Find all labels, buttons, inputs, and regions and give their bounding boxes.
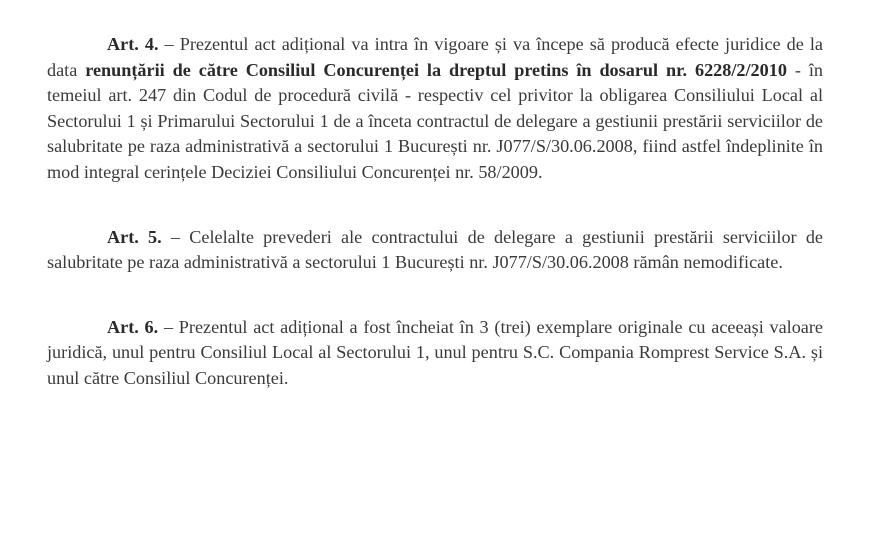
article-4-text-end: - în temeiul art. 247 din Codul de procedură civilă - respectiv cel privitor la obligarea Consiliului Local al Sectorului 1 și Primarului Sectorului 1 de a înceta contractul de delegare a gestiunii prestării serviciilor de salubritate pe raza administrativă a sectorului 1 București nr. J077/S/30.06.2008, fiind astfel îndeplinite în mod integral cerințele Deciziei Consiliului Concurenței nr. 58/2009. xyxy=(47,59,823,182)
article-4-bold-text: renunțării de către Consiliul Concurenței la dreptul pretins în dosarul nr. 6228/2/2010 xyxy=(85,59,787,80)
document-page xyxy=(47,32,823,392)
article-4-paragraph xyxy=(47,32,823,186)
article-5-number: Art. 5. xyxy=(107,226,162,247)
article-5-text: – Celelalte prevederi ale contractului de delegare a gestiunii prestării serviciilor de salubritate pe raza administrativă a sectorului 1 București nr. J077/S/30.06.2008 rămân nemodificate. xyxy=(47,226,823,273)
article-4-number: Art. 4. xyxy=(107,34,159,54)
article-6-number: Art. 6. xyxy=(107,316,159,337)
article-5-paragraph xyxy=(47,225,823,276)
article-4-text-start: – Prezentul act adițional va intra în vigoare și va începe să producă efecte juridice de la data xyxy=(47,34,824,80)
article-6-paragraph xyxy=(47,315,823,392)
article-6-text: – Prezentul act adițional a fost încheiat în 3 (trei) exemplare originale cu aceeași valoare juridică, unul pentru Consiliul Local al Sectorului 1, unul pentru S.C. Compania Romprest Service S.A. și unul către Consiliul Concurenței. xyxy=(47,316,824,388)
